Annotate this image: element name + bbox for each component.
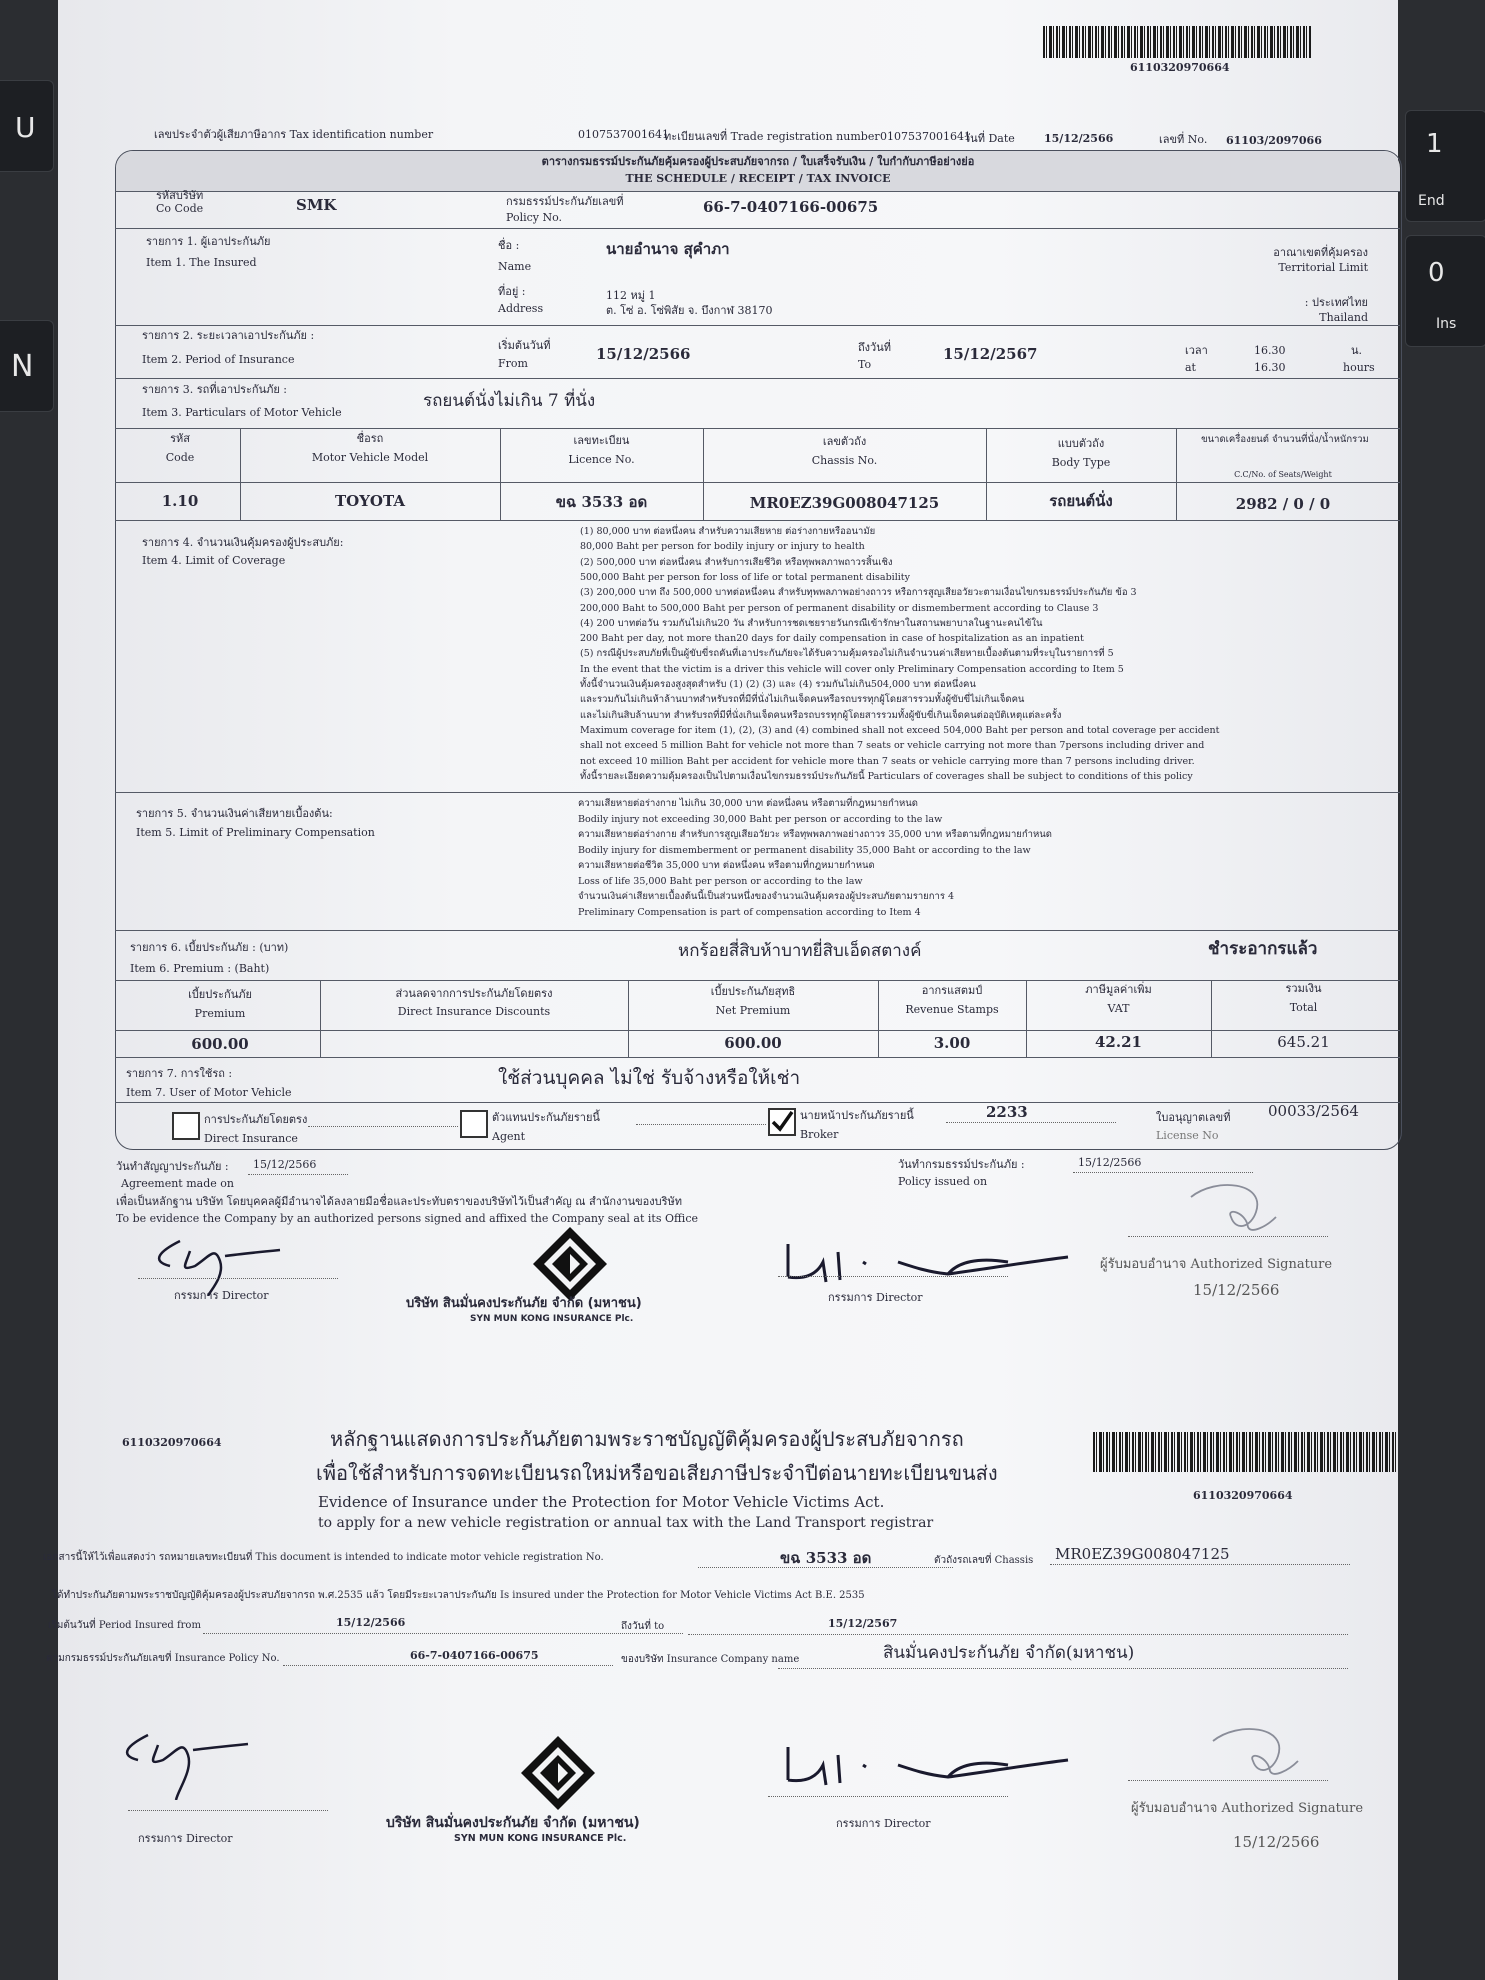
coverage-line: และไม่เกินสิบล้านบาท สำหรับรถที่มีที่นั่งเกินเจ็ดคนหรือรถบรรทุกผู้โดยสารรวมทั้งผู้ขับขี่เกินเจ็ดคนต่ออุบัติเหตุแต่ละครั้ง <box>580 709 1062 721</box>
territory-label-en: Territorial Limit <box>1278 261 1368 274</box>
authorized-signature <box>1176 1172 1286 1242</box>
license-no: 00033/2564 <box>1268 1102 1359 1120</box>
no-label: เลขที่ No. <box>1159 133 1208 146</box>
director-signature <box>140 1226 320 1296</box>
slip-title-th2: เพื่อใช้สำหรับการจดทะเบียนรถใหม่หรือขอเสียภาษีประจำปีต่อนายทะเบียนขนส่ง <box>316 1461 998 1485</box>
slip-policy: 66-7-0407166-00675 <box>410 1649 539 1662</box>
col-chassis-th: เลขตัวถัง <box>822 435 867 448</box>
total-value: 645.21 <box>1277 1033 1330 1051</box>
keyboard-key <box>1405 235 1485 347</box>
coverage-line: ความเสียหายต่อร่างกาย สำหรับการสูญเสียอวัยวะ หรือทุพพลภาพอย่างถาวร 35,000 บาท หรือตามที่กฎหมายกำหนด <box>578 829 1052 840</box>
header-date: 15/12/2566 <box>1044 132 1114 145</box>
premium-value: 600.00 <box>191 1035 249 1053</box>
col-vat-en: VAT <box>1107 1002 1130 1015</box>
coverage-line: Bodily injury for dismemberment or permanent disability 35,000 Baht or according to the law <box>578 844 1031 856</box>
issued-date: 15/12/2566 <box>1078 1156 1142 1169</box>
item3-label-en: Item 3. Particulars of Motor Vehicle <box>142 406 342 419</box>
item6-label-th: รายการ 6. เบี้ยประกันภัย : (บาท) <box>130 941 289 954</box>
slip-to-label: ถึงวันที่ to <box>621 1621 665 1632</box>
net-premium-value: 600.00 <box>724 1034 782 1052</box>
col-licence-th: เลขทะเบียน <box>573 434 630 447</box>
coverage-line: (1) 80,000 บาท ต่อหนึ่งคน สำหรับความเสียหาย ต่อร่างกายหรืออนามัย <box>580 526 876 537</box>
slip-from: 15/12/2566 <box>336 1616 406 1629</box>
coverage-line: shall not exceed 5 million Baht for vehicle not more than 7 seats or vehicle carrying not more than 7persons including driver and <box>580 740 1205 752</box>
vehicle-usage: ใช้ส่วนบุคคล ไม่ใช่ รับจ้างหรือให้เช่า <box>498 1067 801 1089</box>
slip-line2: ได้ทำประกันภัยตามพระราชบัญญัติคุ้มครองผู้ประสบภัยจากรถ พ.ศ.2535 แล้ว โดยมีระยะเวลาประกันภัย Is insured under the Protection for Motor Vehicle Victims Act B.E. 2535 <box>52 1590 865 1601</box>
item2-label-th: รายการ 2. ระยะเวลาเอาประกันภัย : <box>142 329 315 342</box>
slip-barcode-number: 6110320970664 <box>1193 1489 1293 1502</box>
receipt-no: 61103/2097066 <box>1226 134 1322 147</box>
address-label-en: Address <box>498 302 544 315</box>
director-label-3: กรรมการ Director <box>138 1832 233 1845</box>
col-stamps-en: Revenue Stamps <box>905 1003 999 1016</box>
coverage-line: และรวมกันไม่เกินห้าล้านบาทสำหรับรถที่มีที่นั่งไม่เกินเจ็ดคนหรือรถบรรทุกผู้โดยสารรวมทั้งผู้ขับขี่ไม่เกินเจ็ดคน <box>580 694 1025 706</box>
time-to: 16.30 <box>1254 361 1286 374</box>
slip-from-label: เริ่มต้นวันที่ Period Insured from <box>48 1620 201 1631</box>
direct-label-en: Direct Insurance <box>204 1132 298 1145</box>
company-logo <box>518 1733 598 1813</box>
name-label-th: ชื่อ : <box>498 239 520 252</box>
coverage-line: ความเสียหายต่อชีวิต 35,000 บาท ต่อหนึ่งคน หรือตามที่กฎหมายกำหนด <box>578 860 875 871</box>
stamp-paid: ชำระอากรแล้ว <box>1208 939 1318 959</box>
vehicle-model: TOYOTA <box>335 492 405 510</box>
slip-title-en1: Evidence of Insurance under the Protection for Motor Vehicle Victims Act. <box>318 1493 885 1511</box>
time-from: 16.30 <box>1254 344 1286 357</box>
coverage-line: ทั้งนี้จำนวนเงินคุ้มครองสูงสุดสำหรับ (1) (2) (3) และ (4) รวมกันไม่เกิน504,000 บาท ต่อหนึ่งคน <box>580 679 976 690</box>
col-code-th: รหัส <box>170 432 190 445</box>
to-label-en: To <box>858 358 872 371</box>
col-cc-th: ขนาดเครื่องยนต์ จำนวนที่นั่ง/น้ำหนักรวม <box>1201 434 1369 445</box>
key-label: Ins <box>1436 316 1457 332</box>
authorized-label-2: ผู้รับมอบอำนาจ Authorized Signature <box>1131 1801 1364 1816</box>
slip-title-en2: to apply for a new vehicle registration or annual tax with the Land Transport registrar <box>318 1515 934 1531</box>
col-body-th: แบบตัวถัง <box>1057 437 1105 450</box>
director-label-2: กรรมการ Director <box>828 1291 923 1304</box>
item1-label-th: รายการ 1. ผู้เอาประกันภัย <box>146 235 271 248</box>
trade-reg: 0107537001641 <box>880 130 971 143</box>
col-code-en: Code <box>165 451 195 464</box>
keyboard-key <box>0 80 54 172</box>
country-en: Thailand <box>1319 311 1368 324</box>
col-net-en: Net Premium <box>715 1004 791 1017</box>
agreement-date: 15/12/2566 <box>253 1158 317 1171</box>
director-signature <box>108 1720 288 1800</box>
policy-label-en: Policy No. <box>506 211 563 224</box>
barcode-number: 6110320970664 <box>1130 61 1230 74</box>
item3-label-th: รายการ 3. รถที่เอาประกันภัย : <box>142 383 288 396</box>
check-icon <box>770 1110 794 1134</box>
slip-barcode-number-left: 6110320970664 <box>122 1436 222 1449</box>
period-to: 15/12/2567 <box>943 345 1038 363</box>
company-logo <box>530 1224 610 1304</box>
item7-label-en: Item 7. User of Motor Vehicle <box>126 1086 292 1099</box>
slip-registration: ขฉ 3533 อด <box>780 1549 872 1567</box>
address-line2: ต. โซ่ อ. โซ่พิสัย จ. บึงกาฬ 38170 <box>606 304 773 317</box>
vehicle-code: 1.10 <box>161 492 199 510</box>
item4-label-th: รายการ 4. จำนวนเงินคุ้มครองผู้ประสบภัย: <box>142 536 344 549</box>
from-label-en: From <box>498 357 528 370</box>
col-net-th: เบี้ยประกันภัยสุทธิ <box>710 985 796 998</box>
slip-title-th1: หลักฐานแสดงการประกันภัยตามพระราชบัญญัติคุ้มครองผู้ประสบภัยจากรถ <box>330 1427 964 1451</box>
license-label-th: ใบอนุญาตเลขที่ <box>1156 1111 1231 1124</box>
evidence-en: To be evidence the Company by an authorized persons signed and affixed the Company seal at its Office <box>116 1212 698 1225</box>
coverage-line: In the event that the victim is a driver this vehicle will cover only Preliminary Compensation according to Item 5 <box>580 663 1124 675</box>
company-name-th: บริษัท สินมั่นคงประกันภัย จำกัด (มหาชน) <box>406 1296 642 1311</box>
slip-chassis-label: ตัวถังรถเลขที่ Chassis <box>934 1555 1034 1566</box>
coverage-line: Loss of life 35,000 Baht per person or according to the law <box>578 875 863 887</box>
issued-label-th: วันทำกรมธรรม์ประกันภัย : <box>898 1158 1025 1171</box>
direct-label-th: การประกันภัยโดยตรง <box>204 1113 308 1126</box>
col-discount-en: Direct Insurance Discounts <box>397 1005 551 1018</box>
company-name-en: SYN MUN KONG INSURANCE Plc. <box>454 1833 627 1844</box>
to-label-th: ถึงวันที่ <box>858 341 891 354</box>
col-vat-th: ภาษีมูลค่าเพิ่ม <box>1085 983 1152 996</box>
keyboard-key <box>1405 110 1485 222</box>
vehicle-type: รถยนต์นั่งไม่เกิน 7 ที่นั่ง <box>423 391 596 411</box>
country-th: : ประเทศไทย <box>1304 296 1368 309</box>
barcode <box>1043 26 1311 58</box>
barcode <box>1093 1432 1398 1472</box>
trade-reg-label: ทะเบียนเลขที่ Trade registration number <box>664 130 880 143</box>
company-name-th: บริษัท สินมั่นคงประกันภัย จำกัด (มหาชน) <box>386 1815 640 1831</box>
key-label: 1 <box>1426 129 1443 159</box>
tax-id: 0107537001641 <box>578 128 669 141</box>
coverage-line: (2) 500,000 บาท ต่อหนึ่งคน สำหรับการเสียชีวิต หรือทุพพลภาพถาวรสิ้นเชิง <box>580 556 893 568</box>
item5-label-th: รายการ 5. จำนวนเงินค่าเสียหายเบื้องต้น: <box>136 807 333 820</box>
insurance-document <box>43 0 1398 1980</box>
coverage-line: (4) 200 บาทต่อวัน รวมกันไม่เกิน20 วัน สำหรับการชดเชยรายวันกรณีเข้ารักษาในสถานพยาบาลในฐานะคนไข้ใน <box>580 617 1043 629</box>
director-signature-2 <box>778 1735 1108 1795</box>
authorized-label-1: ผู้รับมอบอำนาจ Authorized Signature <box>1100 1257 1333 1272</box>
col-model-th: ชื่อรถ <box>356 432 384 445</box>
slip-policy-label: ตามกรมธรรม์ประกันภัยเลขที่ Insurance Policy No. <box>46 1653 280 1664</box>
date-label: วันที่ Date <box>964 132 1015 145</box>
agent-label-th: ตัวแทนประกันภัยรายนี้ <box>492 1111 600 1124</box>
broker-label-en: Broker <box>800 1128 839 1141</box>
col-body-en: Body Type <box>1051 456 1111 469</box>
item1-label-en: Item 1. The Insured <box>146 256 257 269</box>
issued-label-en: Policy issued on <box>898 1175 988 1188</box>
policy-label-th: กรมธรรม์ประกันภัยเลขที่ <box>506 195 624 208</box>
coverage-line: Preliminary Compensation is part of compensation according to Item 4 <box>578 906 921 918</box>
item7-label-th: รายการ 7. การใช้รถ : <box>126 1067 233 1080</box>
keyboard-key <box>0 320 54 412</box>
col-licence-en: Licence No. <box>568 453 635 466</box>
director-label-4: กรรมการ Director <box>836 1817 931 1830</box>
key-label: 0 <box>1428 258 1445 288</box>
agent-checkbox[interactable] <box>460 1110 488 1138</box>
col-total-en: Total <box>1289 1001 1318 1014</box>
company-name-en: SYN MUN KONG INSURANCE Plc. <box>470 1314 634 1324</box>
coverage-line: ทั้งนี้รายละเอียดความคุ้มครองเป็นไปตามเงื่อนไขกรมธรรม์ประกันภัยนี้ Particulars of coverages shall be subject to conditions of this policy <box>580 770 1193 782</box>
coverage-line: ความเสียหายต่อร่างกาย ไม่เกิน 30,000 บาท ต่อหนึ่งคน หรือตามที่กฎหมายกำหนด <box>578 798 918 809</box>
key-label: N <box>11 349 34 384</box>
direct-insurance-checkbox[interactable] <box>172 1112 200 1140</box>
col-discount-th: ส่วนลดจากการประกันภัยโดยตรง <box>395 987 553 1000</box>
col-premium-en: Premium <box>194 1007 246 1020</box>
director-signature-2 <box>778 1232 1108 1292</box>
address-label-th: ที่อยู่ : <box>498 285 526 298</box>
authorized-date-1: 15/12/2566 <box>1193 1281 1280 1299</box>
agent-label-en: Agent <box>492 1130 525 1143</box>
chassis-no: MR0EZ39G008047125 <box>749 494 940 512</box>
schedule-title-en: THE SCHEDULE / RECEIPT / TAX INVOICE <box>625 172 891 185</box>
key-label: End <box>1418 193 1445 209</box>
schedule-title-th: ตารางกรมธรรม์ประกันภัยคุ้มครองผู้ประสบภัยจากรถ / ใบเสร็จรับเงิน / ใบกำกับภาษีอย่างย่อ <box>541 155 975 168</box>
col-premium-th: เบี้ยประกันภัย <box>188 988 252 1001</box>
licence-no: ขฉ 3533 อด <box>555 493 648 511</box>
key-label: U <box>15 111 36 144</box>
policy-no: 66-7-0407166-00675 <box>703 198 879 216</box>
col-chassis-en: Chassis No. <box>811 454 878 467</box>
period-from: 15/12/2566 <box>596 345 691 363</box>
authorized-date-2: 15/12/2566 <box>1233 1833 1320 1851</box>
col-total-th: รวมเงิน <box>1285 982 1322 995</box>
slip-company: สินมั่นคงประกันภัย จำกัด(มหาชน) <box>883 1643 1135 1663</box>
engine-cc: 2982 / 0 / 0 <box>1235 495 1331 513</box>
coverage-line: Maximum coverage for item (1), (2), (3) and (4) combined shall not exceed 504,000 Baht per person and total coverage per accident <box>580 724 1220 736</box>
premium-words: หกร้อยสี่สิบห้าบาทยี่สิบเอ็ดสตางค์ <box>678 941 922 961</box>
name-label-en: Name <box>498 260 532 273</box>
broker-code: 2233 <box>986 1103 1028 1121</box>
item6-label-en: Item 6. Premium : (Baht) <box>130 962 270 975</box>
col-cc-en: C.C/No. of Seats/Weight <box>1234 470 1332 479</box>
co-code-label-en: Co Code <box>156 202 204 215</box>
evidence-th: เพื่อเป็นหลักฐาน บริษัท โดยบุคคลผู้มีอำนาจได้ลงลายมือชื่อและประทับตราของบริษัทไว้เป็นสำคัญ ณ สำนักงานของบริษัท <box>116 1195 683 1208</box>
address-line1: 112 หมู่ 1 <box>606 289 656 302</box>
time-unit-th: น. <box>1351 344 1363 357</box>
coverage-line: Bodily injury not exceeding 30,000 Baht per person or according to the law <box>578 813 943 825</box>
slip-to: 15/12/2567 <box>828 1617 898 1630</box>
coverage-line: จำนวนเงินค่าเสียหายเบื้องต้นนี้เป็นส่วนหนึ่งของจำนวนเงินคุ้มครองผู้ประสบภัยตามรายการ 4 <box>578 891 954 902</box>
coverage-line: (5) กรณีผู้ประสบภัยที่เป็นผู้ขับขี่รถคันที่เอาประกันภัยจะได้รับความคุ้มครองไม่เกินจำนวนค่าเสียหายเบื้องต้นตามที่ระบุในรายการที่ 5 <box>580 648 1114 660</box>
coverage-line: not exceed 10 million Baht per accident for vehicle more than 7 seats or vehicle carrying more than 7 persons including driver. <box>580 755 1195 767</box>
body-type: รถยนต์นั่ง <box>1049 492 1113 510</box>
time-label-en: at <box>1185 361 1196 374</box>
coverage-line: 80,000 Baht per person for bodily injury or injury to health <box>580 541 865 553</box>
coverage-line: 200,000 Baht to 500,000 Baht per person of permanent disability or dismemberment according to Clause 3 <box>580 602 1099 614</box>
coverage-line: 200 Baht per day, not more than20 days for daily compensation in case of hospitalization as an inpatient <box>580 633 1084 645</box>
tax-id-label: เลขประจำตัวผู้เสียภาษีอากร Tax identification number <box>154 128 434 141</box>
agreement-label-th: วันทำสัญญาประกันภัย : <box>116 1160 229 1173</box>
slip-line1-label: เอกสารนี้ให้ไว้เพื่อแสดงว่า รถหมายเลขทะเบียนที่ This document is intended to indicate motor vehicle registration No. <box>43 1552 604 1563</box>
item5-label-en: Item 5. Limit of Preliminary Compensation <box>136 826 375 839</box>
from-label-th: เริ่มต้นวันที่ <box>498 339 551 352</box>
item2-label-en: Item 2. Period of Insurance <box>142 353 295 366</box>
license-label-en: License No <box>1156 1129 1219 1142</box>
co-code: SMK <box>296 196 337 214</box>
col-model-en: Motor Vehicle Model <box>311 451 429 464</box>
director-label-1: กรรมการ Director <box>174 1289 269 1302</box>
coverage-line: (3) 200,000 บาท ถึง 500,000 บาทต่อหนึ่งคน สำหรับทุพพลภาพอย่างถาวร หรือการสูญเสียอวัยวะตามเงื่อนไขกรมธรรม์ประกันภัย ข้อ 3 <box>580 587 1137 599</box>
col-stamps-th: อากรแสตมป์ <box>921 984 983 997</box>
vat-value: 42.21 <box>1095 1033 1142 1051</box>
slip-chassis: MR0EZ39G008047125 <box>1055 1545 1230 1563</box>
insured-name: นายอำนาจ สุคำภา <box>606 240 730 258</box>
coverage-line: 500,000 Baht per person for loss of life or total permanent disability <box>580 571 910 583</box>
slip-company-label: ของบริษัท Insurance Company name <box>621 1654 800 1665</box>
territory-label-th: อาณาเขตที่คุ้มครอง <box>1273 246 1368 259</box>
authorized-signature <box>1198 1716 1308 1786</box>
item4-label-en: Item 4. Limit of Coverage <box>142 554 286 567</box>
agreement-label-en: Agreement made on <box>121 1177 234 1190</box>
time-label-th: เวลา <box>1185 344 1208 357</box>
stamps-value: 3.00 <box>933 1034 971 1052</box>
co-code-label-th: รหัสบริษัท <box>156 189 204 202</box>
time-unit-en: hours <box>1343 361 1375 374</box>
broker-checkbox[interactable] <box>768 1108 796 1136</box>
broker-label-th: นายหน้าประกันภัยรายนี้ <box>800 1109 914 1122</box>
